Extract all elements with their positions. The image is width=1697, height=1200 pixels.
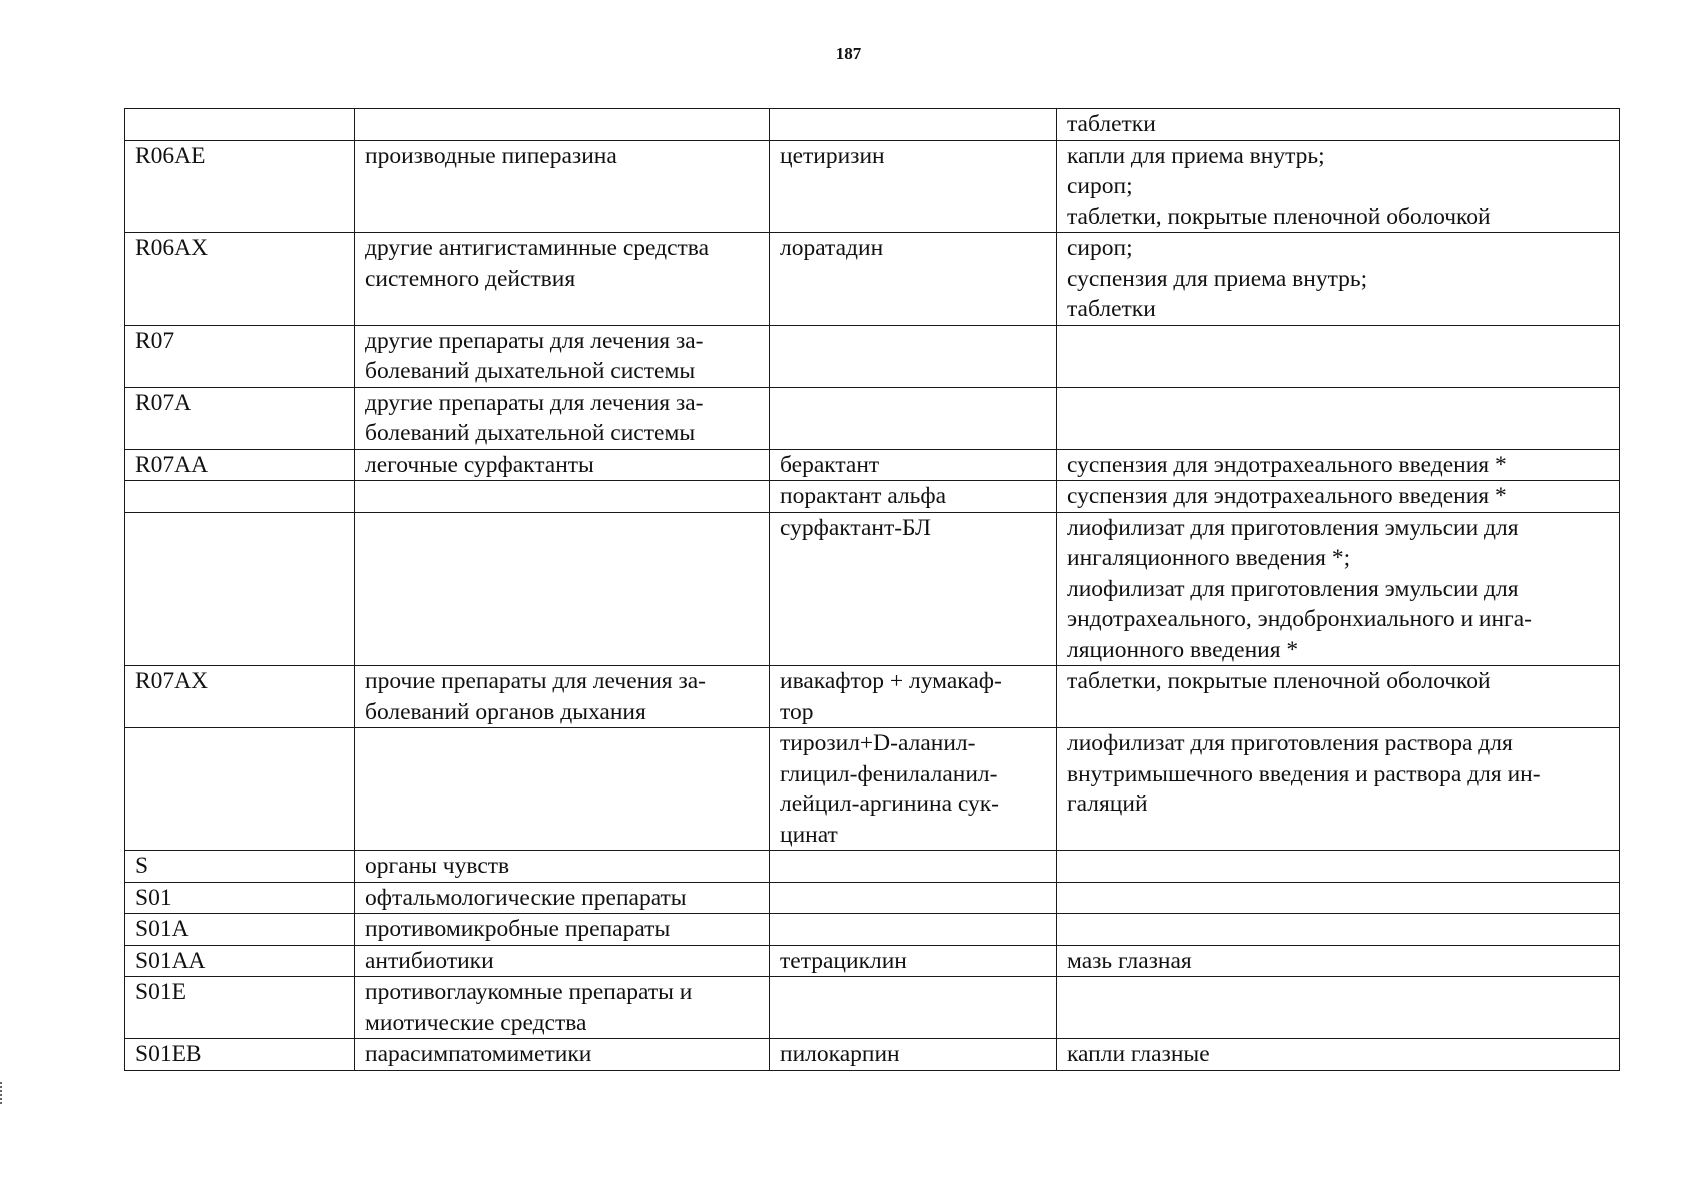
scan-margin-mark: [0, 1082, 5, 1104]
dosage-form-cell: [1057, 851, 1620, 883]
dosage-form-cell: таблетки: [1057, 109, 1620, 141]
dosage-form-cell: капли глазные: [1057, 1039, 1620, 1071]
drug-name-cell: пилокарпин: [770, 1039, 1057, 1071]
table-row: [125, 914, 1620, 946]
drug-name-cell: ивакафтор + лумакаф- тор: [770, 666, 1057, 728]
table-row: [125, 945, 1620, 977]
dosage-form-cell: лиофилизат для приготовления эмульсии для ингаляционного введения *; лиофилизат для приготовления эмульсии для эндотрахеального, эндобронхиального и инга- ляционного введения *: [1057, 512, 1620, 666]
table-row: [125, 851, 1620, 883]
atc-code-cell: [125, 728, 355, 851]
anatomical-group-cell: прочие препараты для лечения за- болеваний органов дыхания: [355, 666, 770, 728]
atc-code-cell: S01: [125, 882, 355, 914]
dosage-form-cell: лиофилизат для приготовления раствора для внутримышечного введения и раствора для ин- галяций: [1057, 728, 1620, 851]
drug-name-cell: [770, 914, 1057, 946]
table-row: [125, 666, 1620, 728]
drug-name-cell: [770, 977, 1057, 1039]
table-row: [125, 387, 1620, 449]
drug-name-cell: лоратадин: [770, 233, 1057, 326]
drug-name-cell: цетиризин: [770, 140, 1057, 233]
dosage-form-cell: [1057, 325, 1620, 387]
dosage-form-cell: суспензия для эндотрахеального введения *: [1057, 449, 1620, 481]
atc-code-cell: R07: [125, 325, 355, 387]
dosage-form-cell: таблетки, покрытые пленочной оболочкой: [1057, 666, 1620, 728]
table-row: [125, 977, 1620, 1039]
drug-name-cell: тирозил+D-аланил- глицил-фенилаланил- лейцил-аргинина сук- цинат: [770, 728, 1057, 851]
table-row: [125, 325, 1620, 387]
table-row: [125, 512, 1620, 666]
anatomical-group-cell: [355, 481, 770, 513]
anatomical-group-cell: [355, 109, 770, 141]
dosage-form-cell: [1057, 387, 1620, 449]
anatomical-group-cell: [355, 512, 770, 666]
table-row: [125, 109, 1620, 141]
atc-code-cell: S: [125, 851, 355, 883]
table-row: [125, 728, 1620, 851]
dosage-form-cell: сироп; суспензия для приема внутрь; таблетки: [1057, 233, 1620, 326]
drug-list-table: [124, 108, 1620, 1071]
anatomical-group-cell: другие антигистаминные средства системного действия: [355, 233, 770, 326]
drug-name-cell: [770, 109, 1057, 141]
drug-name-cell: порактант альфа: [770, 481, 1057, 513]
atc-code-cell: S01AA: [125, 945, 355, 977]
atc-code-cell: R07AA: [125, 449, 355, 481]
anatomical-group-cell: производные пиперазина: [355, 140, 770, 233]
dosage-form-cell: [1057, 977, 1620, 1039]
anatomical-group-cell: противомикробные препараты: [355, 914, 770, 946]
anatomical-group-cell: легочные сурфактанты: [355, 449, 770, 481]
drug-name-cell: тетрациклин: [770, 945, 1057, 977]
anatomical-group-cell: [355, 728, 770, 851]
atc-code-cell: R07AX: [125, 666, 355, 728]
dosage-form-cell: суспензия для эндотрахеального введения *: [1057, 481, 1620, 513]
atc-code-cell: [125, 512, 355, 666]
anatomical-group-cell: офтальмологические препараты: [355, 882, 770, 914]
atc-code-cell: R06AE: [125, 140, 355, 233]
anatomical-group-cell: органы чувств: [355, 851, 770, 883]
drug-name-cell: [770, 325, 1057, 387]
drug-name-cell: [770, 851, 1057, 883]
drug-name-cell: [770, 387, 1057, 449]
table-row: [125, 481, 1620, 513]
dosage-form-cell: мазь глазная: [1057, 945, 1620, 977]
atc-code-cell: R07A: [125, 387, 355, 449]
table-row: [125, 1039, 1620, 1071]
drug-name-cell: сурфактант-БЛ: [770, 512, 1057, 666]
dosage-form-cell: капли для приема внутрь; сироп; таблетки, покрытые пленочной оболочкой: [1057, 140, 1620, 233]
anatomical-group-cell: антибиотики: [355, 945, 770, 977]
drug-name-cell: [770, 882, 1057, 914]
dosage-form-cell: [1057, 914, 1620, 946]
table-row: [125, 449, 1620, 481]
atc-code-cell: S01E: [125, 977, 355, 1039]
table-row: [125, 882, 1620, 914]
atc-code-cell: S01A: [125, 914, 355, 946]
drug-name-cell: берактант: [770, 449, 1057, 481]
anatomical-group-cell: противоглаукомные препараты и миотические средства: [355, 977, 770, 1039]
atc-code-cell: R06AX: [125, 233, 355, 326]
atc-code-cell: [125, 481, 355, 513]
atc-code-cell: [125, 109, 355, 141]
anatomical-group-cell: другие препараты для лечения за- болеваний дыхательной системы: [355, 387, 770, 449]
page-number: 187: [835, 44, 862, 63]
anatomical-group-cell: другие препараты для лечения за- болеваний дыхательной системы: [355, 325, 770, 387]
dosage-form-cell: [1057, 882, 1620, 914]
table-row: [125, 140, 1620, 233]
atc-code-cell: S01EB: [125, 1039, 355, 1071]
table-row: [125, 233, 1620, 326]
anatomical-group-cell: парасимпатомиметики: [355, 1039, 770, 1071]
